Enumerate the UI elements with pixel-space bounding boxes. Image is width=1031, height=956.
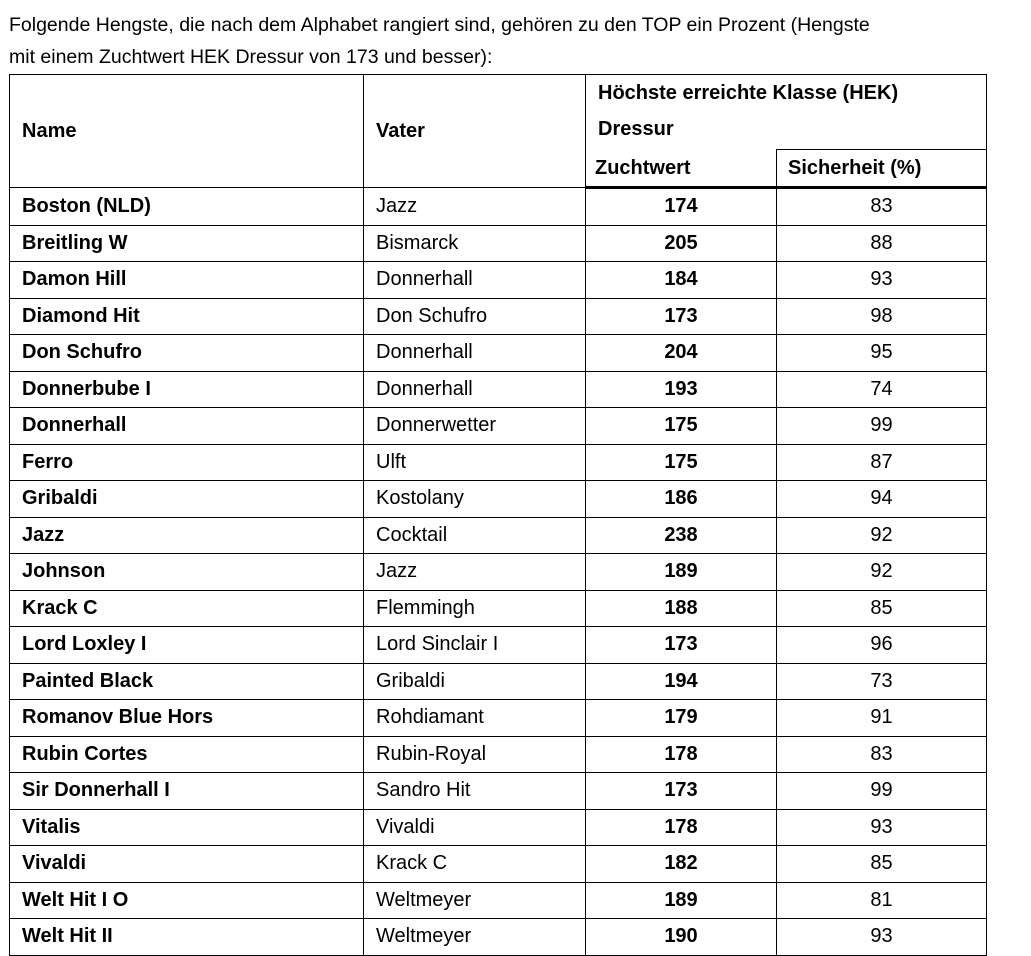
cell-name: Jazz [10, 517, 364, 554]
table-row [10, 700, 987, 737]
cell-name: Vivaldi [10, 846, 364, 883]
table-row [10, 663, 987, 700]
cell-name: Donnerhall [10, 408, 364, 445]
cell-father: Flemmingh [364, 590, 586, 627]
table-row [10, 481, 987, 518]
cell-name: Gribaldi [10, 481, 364, 518]
cell-name: Breitling W [10, 225, 364, 262]
cell-name: Donnerbube I [10, 371, 364, 408]
cell-reliability: 92 [777, 517, 987, 554]
cell-name: Romanov Blue Hors [10, 700, 364, 737]
cell-breeding-value: 189 [586, 882, 777, 919]
cell-reliability: 91 [777, 700, 987, 737]
cell-reliability: 99 [777, 408, 987, 445]
table-row [10, 188, 987, 226]
cell-father: Bismarck [364, 225, 586, 262]
header-breeding-value: Zuchtwert [586, 150, 777, 188]
cell-breeding-value: 190 [586, 919, 777, 956]
cell-father: Sandro Hit [364, 773, 586, 810]
table-row [10, 335, 987, 372]
cell-reliability: 81 [777, 882, 987, 919]
cell-breeding-value: 188 [586, 590, 777, 627]
cell-reliability: 85 [777, 846, 987, 883]
table-row [10, 262, 987, 299]
cell-father: Kostolany [364, 481, 586, 518]
table-row [10, 919, 987, 956]
cell-reliability: 95 [777, 335, 987, 372]
cell-name: Ferro [10, 444, 364, 481]
cell-father: Donnerhall [364, 335, 586, 372]
cell-reliability: 93 [777, 262, 987, 299]
cell-father: Weltmeyer [364, 919, 586, 956]
header-father: Vater [364, 75, 586, 188]
table-row [10, 736, 987, 773]
table-row [10, 809, 987, 846]
table-row [10, 225, 987, 262]
cell-breeding-value: 186 [586, 481, 777, 518]
cell-name: Painted Black [10, 663, 364, 700]
cell-father: Ulft [364, 444, 586, 481]
cell-name: Diamond Hit [10, 298, 364, 335]
cell-name: Krack C [10, 590, 364, 627]
cell-breeding-value: 173 [586, 627, 777, 664]
cell-name: Sir Donnerhall I [10, 773, 364, 810]
cell-father: Don Schufro [364, 298, 586, 335]
cell-reliability: 98 [777, 298, 987, 335]
header-group-line-1: Höchste erreichte Klasse (HEK) [598, 82, 899, 104]
cell-breeding-value: 175 [586, 444, 777, 481]
table-row [10, 554, 987, 591]
table-body [10, 188, 987, 956]
cell-father: Gribaldi [364, 663, 586, 700]
intro-line-1: Folgende Hengste, die nach dem Alphabet rangiert sind, gehören zu den TOP ein Prozent (Hengste [9, 14, 870, 36]
table-row [10, 444, 987, 481]
cell-reliability: 94 [777, 481, 987, 518]
cell-breeding-value: 178 [586, 809, 777, 846]
cell-father: Donnerhall [364, 262, 586, 299]
table-row [10, 590, 987, 627]
table-row [10, 882, 987, 919]
cell-father: Jazz [364, 188, 586, 226]
cell-name: Vitalis [10, 809, 364, 846]
cell-father: Rubin-Royal [364, 736, 586, 773]
cell-name: Damon Hill [10, 262, 364, 299]
cell-name: Boston (NLD) [10, 188, 364, 226]
table-row [10, 773, 987, 810]
cell-breeding-value: 173 [586, 298, 777, 335]
cell-father: Vivaldi [364, 809, 586, 846]
cell-reliability: 85 [777, 590, 987, 627]
cell-breeding-value: 182 [586, 846, 777, 883]
table-row [10, 846, 987, 883]
cell-reliability: 83 [777, 736, 987, 773]
cell-name: Johnson [10, 554, 364, 591]
cell-father: Jazz [364, 554, 586, 591]
cell-breeding-value: 178 [586, 736, 777, 773]
intro-line-2: mit einem Zuchtwert HEK Dressur von 173 und besser): [9, 46, 493, 68]
cell-reliability: 93 [777, 809, 987, 846]
header-reliability: Sicherheit (%) [777, 150, 987, 188]
cell-reliability: 99 [777, 773, 987, 810]
intro-paragraph [9, 9, 1029, 73]
cell-father: Lord Sinclair I [364, 627, 586, 664]
cell-reliability: 96 [777, 627, 987, 664]
cell-breeding-value: 179 [586, 700, 777, 737]
cell-father: Donnerhall [364, 371, 586, 408]
cell-reliability: 73 [777, 663, 987, 700]
cell-father: Donnerwetter [364, 408, 586, 445]
header-name: Name [10, 75, 364, 188]
table-row [10, 371, 987, 408]
table-row [10, 517, 987, 554]
cell-reliability: 87 [777, 444, 987, 481]
table-header [10, 75, 987, 188]
cell-name: Don Schufro [10, 335, 364, 372]
cell-breeding-value: 204 [586, 335, 777, 372]
table-row [10, 408, 987, 445]
cell-breeding-value: 238 [586, 517, 777, 554]
cell-reliability: 93 [777, 919, 987, 956]
cell-name: Rubin Cortes [10, 736, 364, 773]
cell-reliability: 74 [777, 371, 987, 408]
cell-breeding-value: 174 [586, 188, 777, 226]
cell-father: Weltmeyer [364, 882, 586, 919]
table-row [10, 298, 987, 335]
cell-breeding-value: 194 [586, 663, 777, 700]
cell-father: Krack C [364, 846, 586, 883]
cell-name: Lord Loxley I [10, 627, 364, 664]
header-group [586, 75, 987, 150]
cell-reliability: 83 [777, 188, 987, 226]
header-group-line-2: Dressur [598, 118, 674, 140]
cell-father: Cocktail [364, 517, 586, 554]
stallion-table [9, 74, 987, 956]
cell-name: Welt Hit I O [10, 882, 364, 919]
cell-name: Welt Hit II [10, 919, 364, 956]
cell-breeding-value: 189 [586, 554, 777, 591]
cell-breeding-value: 173 [586, 773, 777, 810]
table-row [10, 627, 987, 664]
cell-breeding-value: 193 [586, 371, 777, 408]
cell-breeding-value: 205 [586, 225, 777, 262]
cell-father: Rohdiamant [364, 700, 586, 737]
cell-breeding-value: 184 [586, 262, 777, 299]
cell-reliability: 92 [777, 554, 987, 591]
cell-breeding-value: 175 [586, 408, 777, 445]
cell-reliability: 88 [777, 225, 987, 262]
